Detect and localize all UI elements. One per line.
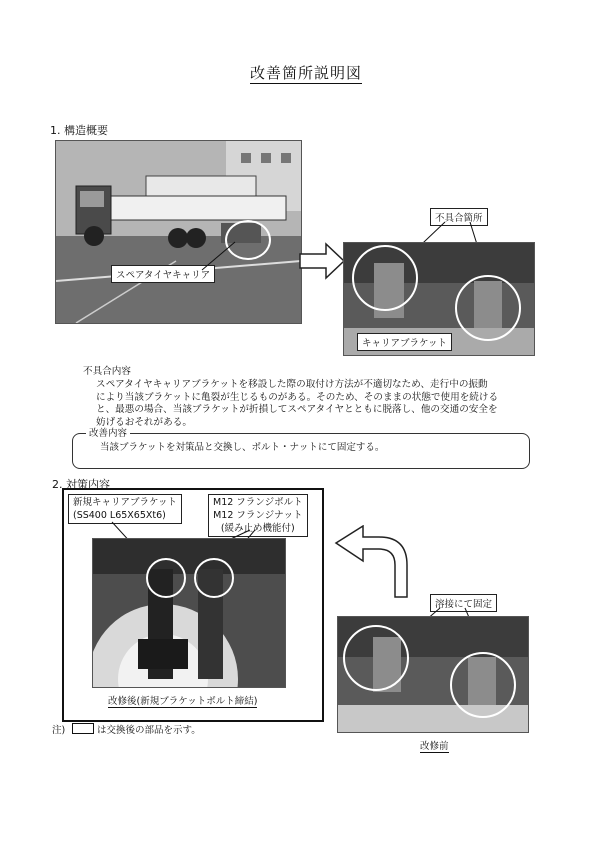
bolt-circle-right bbox=[194, 558, 234, 598]
bolt-line1: M12 フランジボルト bbox=[213, 497, 303, 508]
spare-tire-carrier-label: スペアタイヤキャリア bbox=[111, 265, 215, 283]
after-repair-illustration bbox=[93, 539, 285, 687]
defect-location-label: 不具合箇所 bbox=[430, 208, 488, 226]
bolt-line2: M12 フランジナット bbox=[213, 510, 303, 521]
defect-line: により当該ブラケットに亀裂が生じるものがある。そのため、そのままの状態で使用を続ける bbox=[96, 391, 499, 403]
before-circle-right bbox=[450, 652, 516, 718]
before-circle-left bbox=[343, 625, 409, 691]
before-caption: 改修前 bbox=[420, 738, 449, 753]
page-title: 改善箇所説明図 bbox=[249, 64, 362, 82]
note-prefix: 注) bbox=[52, 725, 66, 736]
defect-line: と、最悪の場合、当該ブラケットが折損してスペアタイヤとともに脱落し、他の交通の安全を bbox=[96, 404, 498, 415]
after-repair-photo bbox=[92, 538, 286, 688]
arrow-right-icon bbox=[298, 240, 348, 282]
section2-heading: 2. 対策内容 bbox=[52, 478, 110, 491]
defect-line: 妨げるおそれがある。 bbox=[96, 416, 192, 428]
welded-label: 溶接にて固定 bbox=[430, 594, 497, 612]
new-bracket-line1: 新規キャリアブラケット bbox=[73, 497, 178, 508]
bolt-line3: (緩み止め機能付) bbox=[220, 523, 295, 534]
callout-line bbox=[200, 238, 240, 273]
defect-circle-right bbox=[455, 275, 521, 341]
carrier-bracket-label: キャリアブラケット bbox=[357, 333, 452, 351]
improvement-heading: 改善内容 bbox=[86, 427, 130, 440]
after-caption: 改修後(新規ブラケットボルト締結) bbox=[108, 693, 257, 708]
improvement-text: 当該ブラケットを対策品と交換し、ボルト・ナットにて固定する。 bbox=[100, 442, 385, 453]
curved-arrow-icon bbox=[333, 525, 411, 600]
defect-line: スペアタイヤキャリアブラケットを移設した際の取付け方法が不適切なため、走行中の振動 bbox=[96, 379, 488, 390]
bolt-circle-left bbox=[146, 558, 186, 598]
note-text: は交換後の部品を示す。 bbox=[97, 725, 201, 736]
section1-heading: 1. 構造概要 bbox=[50, 124, 108, 137]
new-bracket-line2: (SS400 L65X65Xt6) bbox=[73, 510, 166, 521]
defect-circle-left bbox=[352, 245, 418, 311]
defect-description bbox=[96, 379, 536, 429]
defect-heading: 不具合内容 bbox=[83, 366, 131, 377]
note-legend-box bbox=[72, 723, 94, 734]
